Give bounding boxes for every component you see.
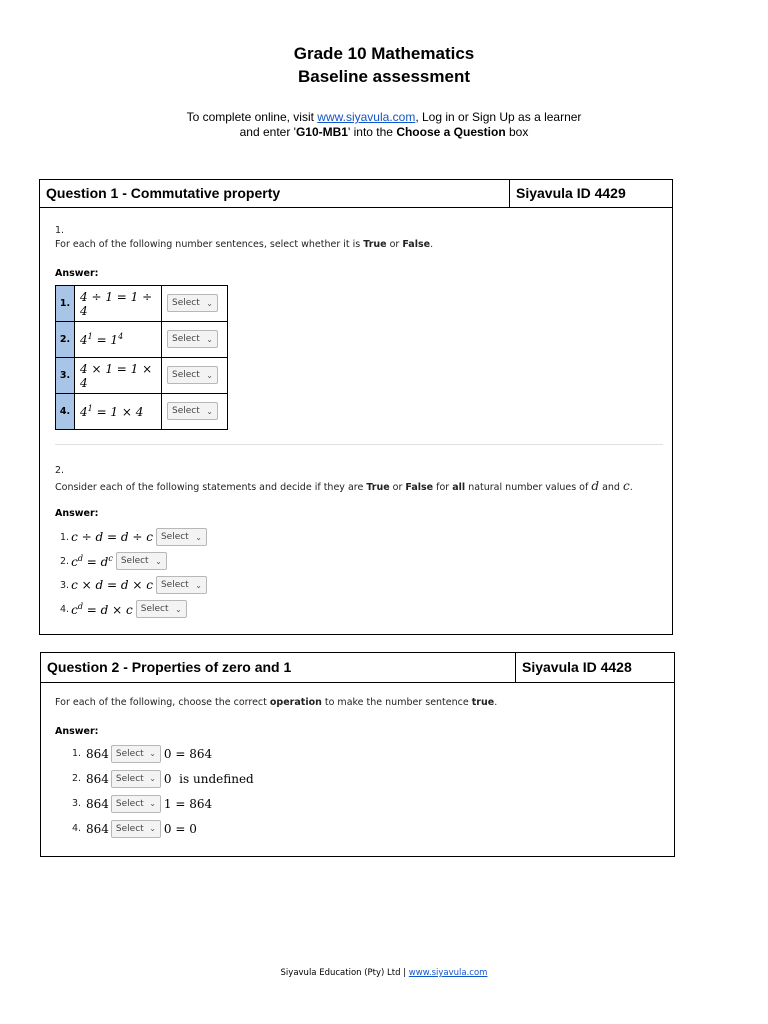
instr-line2-mid: ' into the [347, 125, 397, 139]
question-1-header [40, 180, 672, 208]
chevron-down-icon: ⌄ [175, 604, 182, 614]
list-item: 1. c ÷ d = d ÷ c Select ⌄ [60, 525, 207, 549]
true-false-select[interactable]: Select ⌄ [116, 552, 167, 570]
expression: 4 × 1 = 1 × 4 [75, 358, 162, 394]
footer [0, 968, 768, 978]
assessment-code: G10-MB1 [295, 125, 348, 139]
instr-line2-post: box [505, 125, 529, 139]
expression: $c^d = d \times c$ [71, 601, 133, 617]
q2-instructions: For each of the following, choose the correct operation to make the number sentence true. [55, 697, 498, 708]
row-number: 4. [56, 394, 75, 430]
title-line-2: Baseline assessment [298, 67, 470, 86]
q1-part1-number: 1. [55, 225, 65, 236]
q1-part2-instructions: Consider each of the following statements and decide if they are True or False for all natural number values of d and c. [55, 479, 633, 493]
row-number: 1. [56, 286, 75, 322]
operation-select[interactable]: Select ⌄ [111, 820, 161, 838]
question-1-title: Question 1 - Commutative property [40, 180, 510, 207]
list-item: 2. $c^d = d^c$ Select ⌄ [60, 549, 207, 573]
instr-pre: To complete online, visit [186, 110, 318, 124]
chevron-down-icon: ⌄ [149, 799, 156, 808]
expression: $4^1 = 1 \times 4$ [75, 394, 162, 430]
table-row [56, 286, 228, 322]
instructions [0, 110, 768, 140]
list-item: 3. 864 Select ⌄ 1 = 864 [72, 796, 213, 811]
chevron-down-icon: ⌄ [155, 556, 162, 566]
title-line-1: Grade 10 Mathematics [293, 44, 475, 63]
chevron-down-icon: ⌄ [206, 298, 213, 308]
true-false-select[interactable]: Select ⌄ [167, 366, 218, 384]
q1-part2-answer-label: Answer: [55, 508, 99, 519]
list-item: 4. $c^d = d \times c$ Select ⌄ [60, 597, 207, 621]
q2-answer-label: Answer: [55, 726, 99, 737]
q1-part2-list [60, 525, 207, 621]
operation-select[interactable]: Select ⌄ [111, 795, 161, 813]
table-row [56, 322, 228, 358]
true-false-select[interactable]: Select ⌄ [136, 600, 187, 618]
choose-question-label: Choose a Question [396, 125, 506, 139]
q1-part2-number: 2. [55, 465, 65, 476]
expression: $c^d = d^c$ [71, 553, 113, 569]
question-2-header [41, 653, 674, 683]
chevron-down-icon: ⌄ [195, 532, 202, 542]
expression: $4^1 = 1^4$ [75, 322, 162, 358]
true-false-select[interactable]: Select ⌄ [167, 402, 218, 420]
chevron-down-icon: ⌄ [149, 824, 156, 833]
true-false-select[interactable]: Select ⌄ [156, 528, 207, 546]
table-row [56, 358, 228, 394]
instr-line2-pre: and enter ' [239, 125, 296, 139]
question-2-id: Siyavula ID 4428 [522, 659, 632, 675]
footer-link[interactable]: www.siyavula.com [408, 968, 488, 978]
row-number: 2. [56, 322, 75, 358]
siyavula-link[interactable]: www.siyavula.com [317, 110, 416, 124]
chevron-down-icon: ⌄ [195, 580, 202, 590]
operation-select[interactable]: Select ⌄ [111, 770, 161, 788]
q2-list [72, 741, 254, 841]
chevron-down-icon: ⌄ [149, 749, 156, 758]
true-false-select[interactable]: Select ⌄ [167, 330, 218, 348]
list-item: 2. 864 Select ⌄ 0 is undefined [72, 771, 254, 786]
list-item: 1. 864 Select ⌄ 0 = 864 [72, 746, 213, 761]
chevron-down-icon: ⌄ [206, 370, 213, 380]
instr-mid: , Log in or Sign Up as a learner [415, 110, 582, 124]
q1-part1-answer-label: Answer: [55, 268, 99, 279]
row-number: 3. [56, 358, 75, 394]
list-item: 4. 864 Select ⌄ 0 = 0 [72, 821, 197, 836]
divider [55, 444, 663, 445]
question-1-id: Siyavula ID 4429 [516, 185, 626, 201]
table-row [56, 394, 228, 430]
true-false-select[interactable]: Select ⌄ [156, 576, 207, 594]
page-title [0, 42, 768, 88]
true-false-select[interactable]: Select ⌄ [167, 294, 218, 312]
footer-text: Siyavula Education (Pty) Ltd | [280, 968, 409, 978]
q1-answer-table [55, 285, 228, 430]
list-item: 3. c × d = d × c Select ⌄ [60, 573, 207, 597]
operation-select[interactable]: Select ⌄ [111, 745, 161, 763]
q1-part1-instructions: For each of the following number sentences, select whether it is True or False. [55, 239, 434, 250]
chevron-down-icon: ⌄ [206, 334, 213, 344]
chevron-down-icon: ⌄ [149, 774, 156, 783]
expression: 4 ÷ 1 = 1 ÷ 4 [75, 286, 162, 322]
chevron-down-icon: ⌄ [206, 406, 213, 416]
question-2-title: Question 2 - Properties of zero and 1 [41, 653, 516, 682]
